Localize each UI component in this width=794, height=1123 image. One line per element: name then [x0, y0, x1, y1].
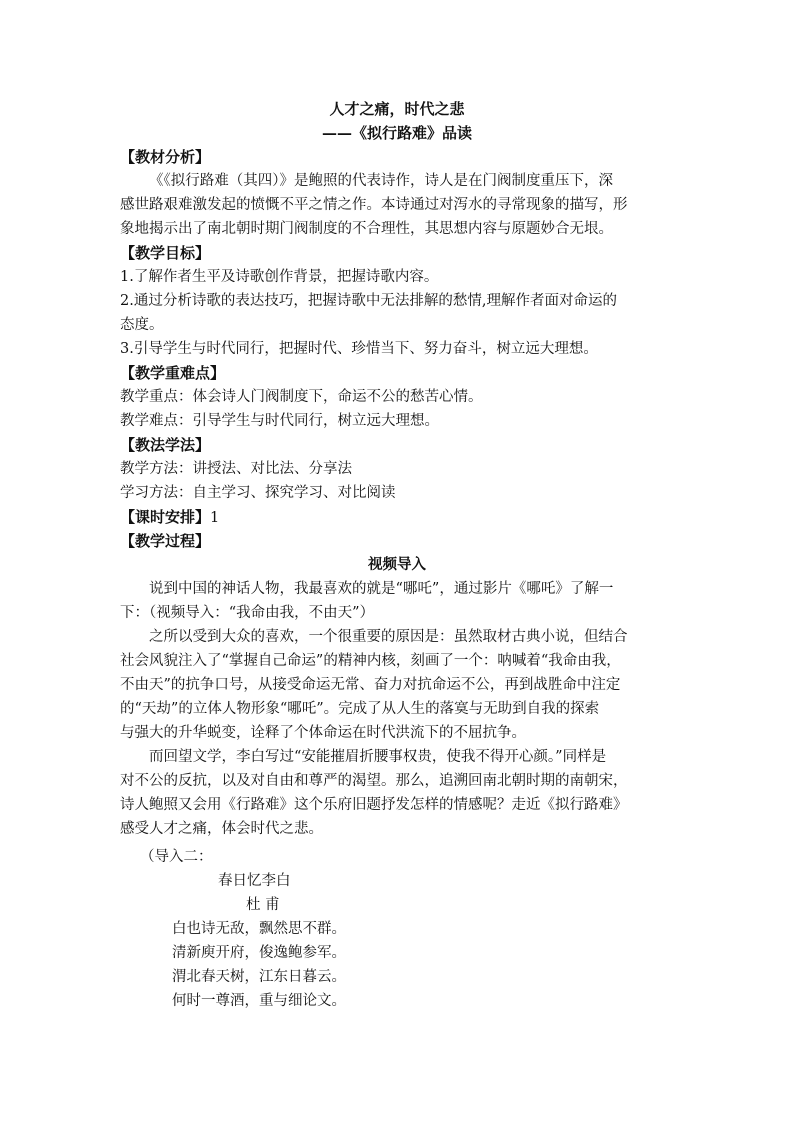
process-paragraph-line: 之所以受到大众的喜欢，一个很重要的原因是：虽然取材古典小说，但结合: [149, 629, 628, 645]
video-intro-heading: 视频导入: [368, 556, 426, 573]
learning-method: 学习方法：自主学习、探究学习、对比阅读: [120, 485, 396, 501]
poem-author: 杜 甫: [246, 897, 280, 913]
poem-title: 春日忆李白: [218, 873, 291, 889]
poem-line: 何时一尊酒，重与细论文。: [172, 993, 346, 1009]
key-heading: 【教学重难点】: [120, 364, 226, 382]
poem-line: 渭北春天树，江东日暮云。: [172, 969, 346, 985]
goal-item: 态度。: [120, 317, 164, 333]
teaching-method: 教学方法：讲授法、对比法、分享法: [120, 461, 352, 477]
analysis-heading: 【教材分析】: [120, 148, 211, 166]
poem-line: 清新庾开府，俊逸鲍参军。: [172, 945, 346, 961]
document-title: 人才之痛，时代之悲: [329, 100, 465, 118]
analysis-line: 《《拟行路难（其四）》是鲍照的代表诗作，诗人是在门阀制度重压下，深: [149, 173, 613, 189]
goals-heading: 【教学目标】: [120, 244, 211, 262]
process-paragraph-line: 说到中国的神话人物，我最喜欢的就是“哪吒”，通过影片《哪吒》了解一: [149, 581, 614, 597]
process-paragraph-line: 下：（视频导入：“我命由我，不由天”）: [120, 605, 375, 621]
hours-row: [120, 505, 680, 530]
hours-value: 1: [210, 510, 220, 526]
difficult-point: 教学难点：引导学生与时代同行，树立远大理想。: [120, 413, 439, 429]
key-point: 教学重点：体会诗人门阀制度下，命运不公的愁苦心情。: [120, 389, 483, 405]
process-paragraph-line: 感受人才之痛，体会时代之悲。: [120, 821, 323, 837]
analysis-line: 感世路艰难激发起的愤慨不平之情之作。本诗通过对泻水的寻常现象的描写，形: [120, 197, 628, 213]
goal-item: 1.了解作者生平及诗歌创作背景，把握诗歌内容。: [120, 269, 439, 285]
process-paragraph-line: 对不公的反抗，以及对自由和尊严的渴望。那么，追溯回南北朝时期的南朝宋，: [120, 773, 628, 789]
poem-line: 白也诗无敌，飘然思不群。: [172, 921, 346, 937]
process-paragraph-line: 社会风貌注入了“掌握自己命运”的精神内核，刻画了一个：呐喊着“我命由我，: [120, 653, 621, 669]
process-paragraph-line: 诗人鲍照又会用《行路难》这个乐府旧题抒发怎样的情感呢？走近《拟行路难》: [120, 797, 628, 813]
process-paragraph-line: 与强大的升华蜕变，诠释了个体命运在时代洪流下的不屈抗争。: [120, 725, 526, 741]
hours-heading: 【课时安排】: [120, 508, 211, 526]
goal-item: 2.通过分析诗歌的表达技巧，把握诗歌中无法排解的愁情,理解作者面对命运的: [120, 293, 617, 309]
goal-item: 3.引导学生与时代同行，把握时代、珍惜当下、努力奋斗，树立远大理想。: [120, 341, 598, 357]
method-heading: 【教法学法】: [120, 436, 211, 454]
document-subtitle: ——《拟行路难》品读: [321, 124, 472, 142]
process-paragraph-line: 不由天”的抗争口号，从接受命运无常、奋力对抗命运不公，再到战胜命中注定: [120, 677, 621, 693]
intro2-label: （导入二：: [140, 849, 213, 865]
analysis-line: 象地揭示出了南北朝时期门阀制度的不合理性，其思想内容与原题妙合无垠。: [120, 221, 613, 237]
process-paragraph-line: 的“天劫”的立体人物形象“哪吒”。完成了从人生的落寞与无助到自我的探索: [120, 701, 600, 717]
process-paragraph-line: 而回望文学，李白写过“安能摧眉折腰事权贵，使我不得开心颜。”同样是: [149, 749, 607, 765]
process-heading: 【教学过程】: [120, 532, 211, 550]
